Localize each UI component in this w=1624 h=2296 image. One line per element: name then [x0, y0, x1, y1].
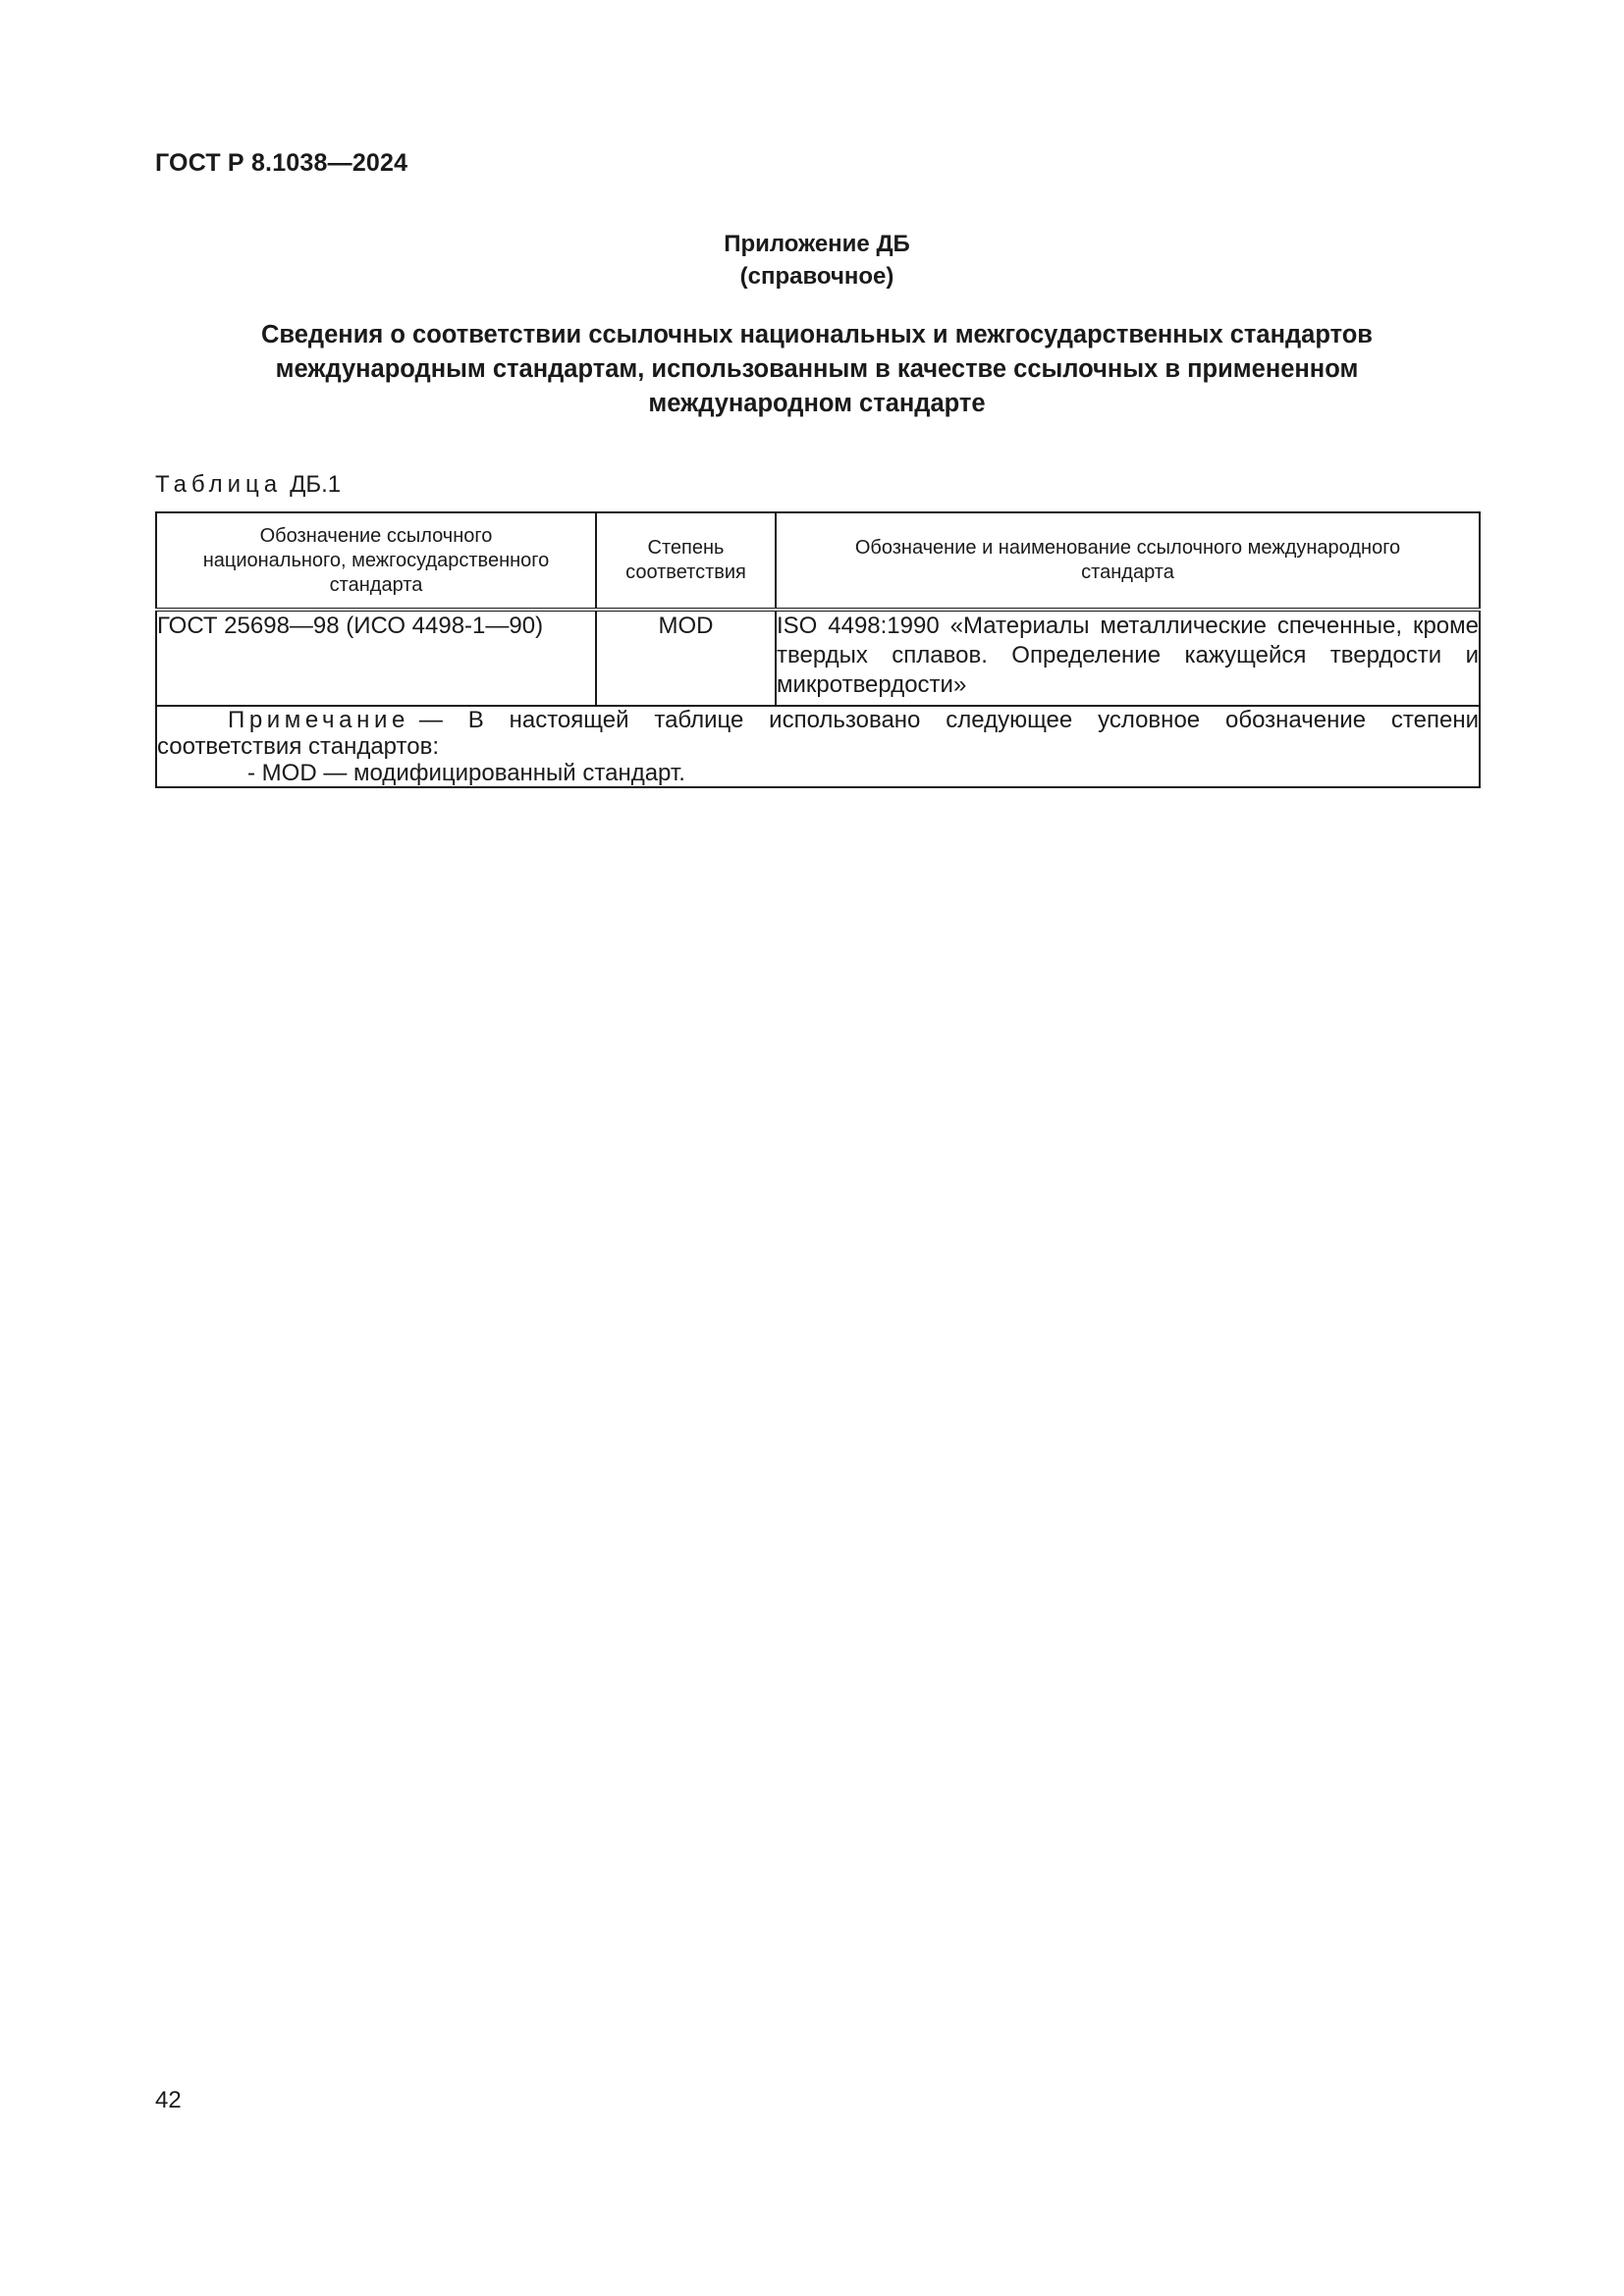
table-header-row [156, 512, 1480, 610]
note-label: Примечание [228, 707, 409, 733]
cell-national-standard: ГОСТ 25698—98 (ИСО 4498-1—90) [156, 610, 596, 706]
table-row [156, 610, 1480, 706]
appendix-heading [155, 228, 1479, 293]
column-header-degree [596, 512, 776, 610]
table-note [156, 706, 1480, 787]
header-line: стандарта [1081, 561, 1174, 583]
header-line: Степень [647, 537, 725, 559]
note-text: — В настоящей таблице использовано следующее условное обозначение степени соответствия стандартов: [157, 707, 1479, 760]
header-line: национального, межгосударственного [202, 549, 550, 571]
table-note-row [156, 706, 1480, 787]
section-title [155, 318, 1479, 421]
header-line: Обозначение и наименование ссылочного международного [854, 537, 1401, 559]
table-caption [155, 471, 341, 499]
column-header-national-standard [156, 512, 596, 610]
header-line: Обозначение ссылочного [259, 524, 493, 547]
table-caption-label: Таблица [155, 471, 283, 498]
page-number: 42 [155, 2087, 182, 2113]
cell-degree: MOD [596, 610, 776, 706]
column-header-international-standard [776, 512, 1480, 610]
note-item: - MOD — модифицированный стандарт. [247, 760, 685, 786]
cell-international-standard: ISO 4498:1990 «Материалы металлические спеченные, кроме твердых сплавов. Определение кажущейся твердости и микротвердости» [776, 610, 1480, 706]
appendix-title: Приложение ДБ [724, 231, 910, 257]
header-line: соответствия [625, 561, 746, 583]
table-caption-number: ДБ.1 [290, 471, 342, 498]
section-title-line: международном стандарте [648, 390, 986, 417]
reference-standards-table [155, 511, 1481, 788]
section-title-line: международным стандартам, использованным в качестве ссылочных в примененном [275, 355, 1359, 383]
header-line: стандарта [329, 573, 423, 596]
section-title-line: Сведения о соответствии ссылочных национальных и межгосударственных стандартов [261, 321, 1373, 348]
appendix-subtitle: (справочное) [739, 263, 894, 290]
document-code: ГОСТ Р 8.1038—2024 [155, 149, 408, 177]
